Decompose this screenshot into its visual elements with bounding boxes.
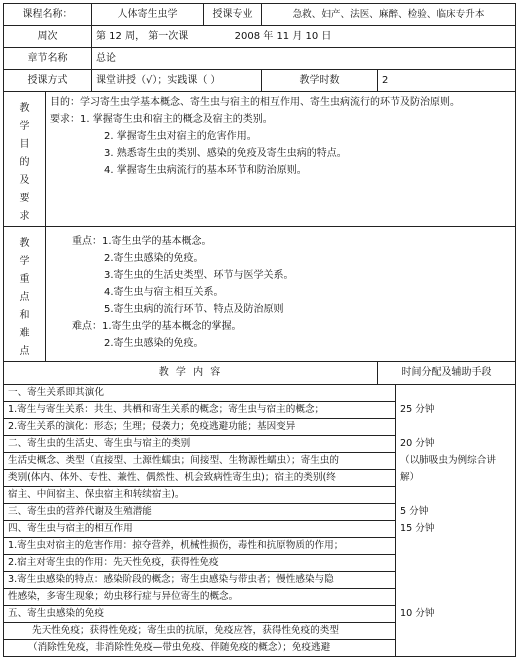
keypoint-line: 2.寄生虫感染的免疫。 [104,338,204,349]
content-row-time [396,487,516,504]
objective-line: 3. 熟悉寄生虫的类别、感染的免疫及寄生虫病的特点。 [104,148,347,159]
content-row-time [396,623,516,640]
content-row [4,589,516,606]
objective-line: 目的：学习寄生虫学基本概念、寄生虫与宿主的相互作用、寄生虫病流行的环节及防治原则。 [50,97,460,108]
content-row [4,402,516,419]
keypoint-line: 4.寄生虫与宿主相互关系。 [104,287,224,298]
lesson-plan-table [3,3,516,385]
content-row-text: 二、寄生虫的生活史、寄生虫与宿主的类别 [4,436,396,453]
content-row-text: 一、寄生关系即其演化 [4,385,396,402]
content-row [4,521,516,538]
objectives-side-char: 目 [19,139,30,150]
course-name-label: 课程名称： [4,4,92,26]
content-row-time: （以肺吸虫为例综合讲 [396,453,516,470]
keypoints-side-char: 点 [19,346,30,357]
keypoint-line: 难点：1.寄生虫学的基本概念的掌握。 [72,321,242,332]
chapter-label: 章节名称 [4,48,92,70]
week-value: 第 12 周， 第一次课 [96,30,189,42]
objectives-side-label [4,92,46,227]
keypoints-side-char: 和 [19,310,30,321]
content-row-time: 20 分钟 [396,436,516,453]
content-row [4,538,516,555]
content-rows [4,385,516,657]
objective-line: 2. 掌握寄生虫对宿主的危害作用。 [104,131,257,142]
content-row-time [396,385,516,402]
content-row-time [396,538,516,555]
content-row-text: 1.寄生虫对宿主的危害作用：掠夺营养，机械性损伤，毒性和抗原物质的作用； [4,538,396,555]
objectives-side-char: 学 [19,121,30,132]
keypoints-side-char: 教 [19,238,30,249]
content-row [4,385,516,402]
week-label: 周次 [4,26,92,48]
content-row-time: 5 分钟 [396,504,516,521]
content-row-text: 四、寄生虫与宿主的相互作用 [4,521,396,538]
content-row-time [396,572,516,589]
keypoints-side-char: 点 [19,292,30,303]
content-row-time [396,589,516,606]
keypoint-line: 2.寄生虫感染的免疫。 [104,253,204,264]
content-row-text: 三、寄生虫的营养代谢及生殖潜能 [4,504,396,521]
keypoints-side-label [4,227,46,362]
objectives-text [46,92,516,227]
content-table [3,384,516,657]
content-row [4,640,516,657]
content-row [4,555,516,572]
date-value: 2008 年 11 月 10 日 [234,30,332,42]
content-row-text: （消除性免疫，非消除性免疫—带虫免疫、伴随免疫的概念）；免疫逃避 [4,640,396,657]
course-name-value: 人体寄生虫学 [92,4,204,26]
content-row-time [396,640,516,657]
content-row-text: 宿主、中间宿主、保虫宿主和转续宿主)。 [4,487,396,504]
content-row [4,623,516,640]
keypoints-side-char: 难 [19,328,30,339]
content-row-text: 2.宿主对寄生虫的作用：先天性免疫，获得性免疫 [4,555,396,572]
keypoints-text [46,227,516,362]
content-row-text: 先天性免疫；获得性免疫；寄生虫的抗原，免疫应答，获得性免疫的类型 [4,623,396,640]
keypoints-side-char: 学 [19,256,30,267]
content-row-text: 类别(体内、体外、专性、兼性、偶然性、机会致病性寄生虫)；宿主的类别(终 [4,470,396,487]
objectives-side-char: 要 [19,193,30,204]
content-row [4,470,516,487]
content-row-text: 2.寄生关系的演化：形态；生理；侵袭力；免疫逃避功能；基因变异 [4,419,396,436]
content-row [4,606,516,623]
major-label: 授课专业 [204,4,262,26]
content-row-time: 15 分钟 [396,521,516,538]
content-row-text: 性感染，多寄生现象；幼虫移行症与异位寄生的概念。 [4,589,396,606]
content-column-header: 教 学 内 容 [4,362,378,385]
objectives-side-char: 及 [19,175,30,186]
objective-line: 要求：1. 掌握寄生虫和宿主的概念及宿主的类别。 [50,114,273,125]
content-row [4,419,516,436]
content-row-time: 解） [396,470,516,487]
week-and-date [92,26,516,48]
method-label: 授课方式 [4,70,92,92]
objectives-side-char: 教 [19,103,30,114]
objective-line: 4. 掌握寄生虫病流行的基本环节和防治原则。 [104,165,307,176]
content-row-time: 25 分钟 [396,402,516,419]
keypoint-line: 5.寄生虫病的流行环节、特点及防治原则 [104,304,284,315]
content-row-time [396,419,516,436]
time-column-header: 时间分配及辅助手段 [378,362,516,385]
content-row-text: 1.寄生与寄生关系：共生、共栖和寄生关系的概念；寄生虫与宿主的概念； [4,402,396,419]
content-row-text: 3.寄生虫感染的特点：感染阶段的概念；寄生虫感染与带虫者；慢性感染与隐 [4,572,396,589]
content-row-text: 生活史概念、类型（直接型、土源性蠕虫；间接型、生物源性蠕虫）；寄生虫的 [4,453,396,470]
keypoint-line: 重点：1.寄生虫学的基本概念。 [72,236,212,247]
content-row-text: 五、寄生虫感染的免疫 [4,606,396,623]
method-value: 课堂讲授（√）；实践课（ ） [92,70,262,92]
content-row-time: 10 分钟 [396,606,516,623]
content-row [4,504,516,521]
keypoint-line: 3.寄生虫的生活史类型、环节与医学关系。 [104,270,294,281]
chapter-value: 总论 [92,48,516,70]
objectives-side-char: 的 [19,157,30,168]
content-row-time [396,555,516,572]
content-row [4,572,516,589]
content-row [4,487,516,504]
hours-label: 教学时数 [262,70,378,92]
objectives-side-char: 求 [19,211,30,222]
content-row [4,453,516,470]
keypoints-side-char: 重 [19,274,30,285]
content-row [4,436,516,453]
hours-value: 2 [378,70,516,92]
major-value: 急救、妇产、法医、麻醉、检验、临床专升本 [262,4,516,26]
lesson-plan-page [3,3,515,653]
